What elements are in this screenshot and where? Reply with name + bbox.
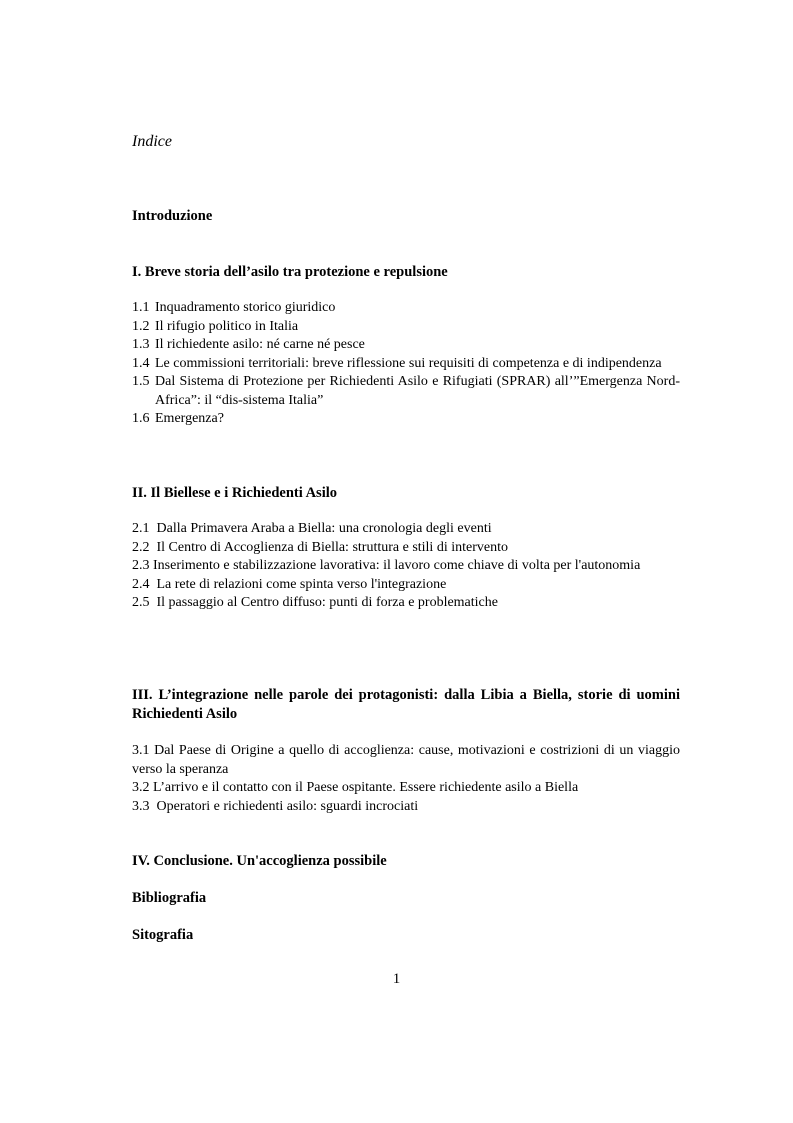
toc-entry-1-4: 1.4 Le commissioni territoriali: breve riflessione sui requisiti di competenza e di indipendenza (132, 355, 662, 371)
chapter1-entries (132, 299, 680, 429)
introduction-heading: Introduzione (132, 208, 213, 224)
chapter2-entries (132, 520, 680, 613)
toc-entry-2-4: 2.4 La rete di relazioni come spinta verso l'integrazione (132, 576, 447, 592)
chapter1-heading: I. Breve storia dell’asilo tra protezione e repulsione (132, 264, 448, 280)
sitography-heading: Sitografia (132, 927, 194, 943)
conclusion-heading: IV. Conclusione. Un'accoglienza possibile (132, 853, 387, 869)
toc-entry-2-1: 2.1 Dalla Primavera Araba a Biella: una cronologia degli eventi (132, 521, 492, 536)
toc-entry-1-1: 1.1 Inquadramento storico giuridico (132, 300, 336, 315)
page-number: 1 (392, 971, 401, 987)
toc-entry-1-5: 1.5 Dal Sistema di Protezione per Richiedenti Asilo e Rifugiati (SPRAR) all’”Emergenza Nord-Africa”: il “dis-sistema Italia” (132, 374, 680, 408)
toc-entry-1-6: 1.6 Emergenza? (132, 411, 224, 426)
toc-entry-3-2: 3.2 L’arrivo e il contatto con il Paese ospitante. Essere richiedente asilo a Biella (132, 780, 579, 795)
toc-entry-3-1: 3.1 Dal Paese di Origine a quello di accoglienza: cause, motivazioni e costrizioni di un viaggio verso la speranza (132, 743, 681, 777)
toc-entry-2-5: 2.5 Il passaggio al Centro diffuso: punti di forza e problematiche (132, 595, 498, 610)
chapter3-heading: III. L’integrazione nelle parole dei protagonisti: dalla Libia a Biella, storie di uomini Richiedenti Asilo (132, 687, 680, 722)
toc-entry-2-3: 2.3 Inserimento e stabilizzazione lavorativa: il lavoro come chiave di volta per l'autonomia (132, 558, 641, 573)
bibliography-heading: Bibliografia (132, 890, 207, 906)
toc-entry-1-2: 1.2 Il rifugio politico in Italia (132, 318, 299, 334)
toc-entry-1-3: 1.3 Il richiedente asilo: né carne né pesce (132, 337, 365, 352)
chapter2-heading: II. Il Biellese e i Richiedenti Asilo (132, 485, 338, 501)
toc-entry-3-3: 3.3 Operatori e richiedenti asilo: sguardi incrociati (132, 798, 419, 814)
toc-entry-2-2: 2.2 Il Centro di Accoglienza di Biella: struttura e stili di intervento (132, 539, 508, 555)
page-title: Indice (132, 133, 172, 150)
chapter3-entries (132, 742, 680, 816)
